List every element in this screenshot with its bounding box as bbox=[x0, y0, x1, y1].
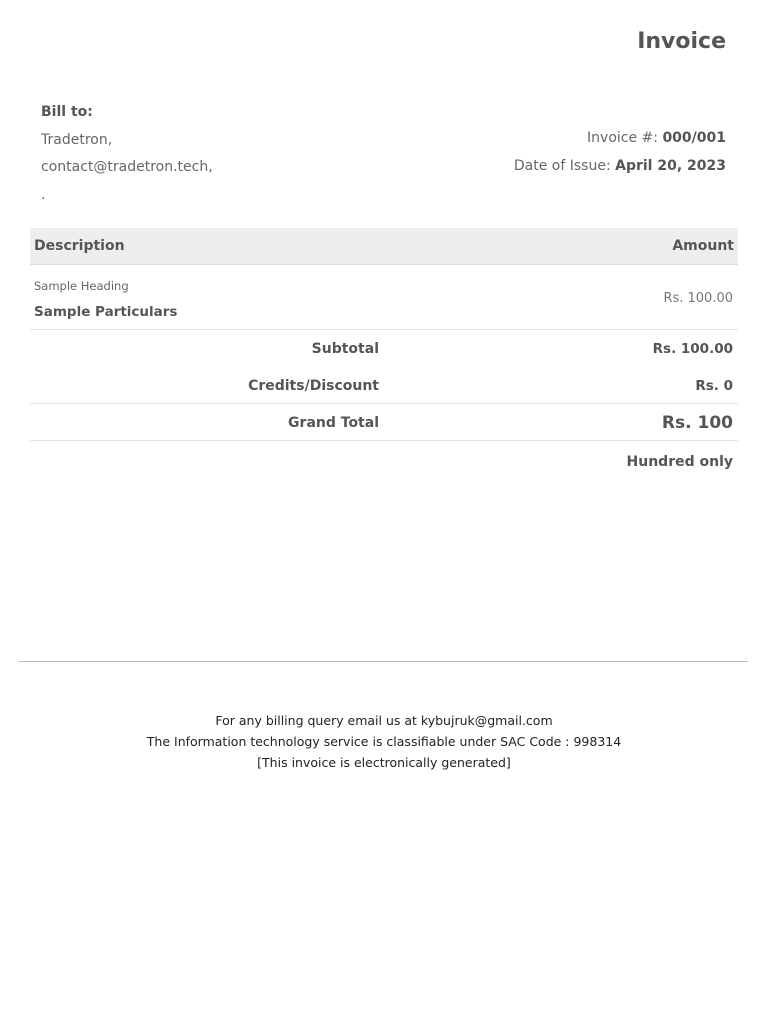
table-row bbox=[30, 265, 738, 330]
bill-to-name: Tradetron, bbox=[41, 131, 113, 148]
grand-total-value: Rs. 100 bbox=[661, 413, 733, 433]
footer-divider bbox=[19, 661, 748, 662]
grand-total-row bbox=[30, 404, 738, 441]
bill-to-email: contact@tradetron.tech, bbox=[41, 159, 213, 175]
subtotal-value: Rs. 100.00 bbox=[652, 341, 733, 357]
invoice-number-label: Invoice #: bbox=[587, 130, 663, 146]
item-particulars: Sample Particulars bbox=[34, 304, 178, 320]
column-header-description: Description bbox=[34, 238, 125, 254]
item-amount: Rs. 100.00 bbox=[663, 291, 733, 306]
invoice-number-line bbox=[514, 124, 726, 152]
column-header-amount: Amount bbox=[672, 238, 734, 254]
issue-date-line bbox=[514, 152, 726, 180]
footer bbox=[0, 710, 768, 773]
item-heading: Sample Heading bbox=[34, 279, 129, 293]
bill-to-block bbox=[41, 99, 213, 209]
subtotal-label: Subtotal bbox=[311, 341, 379, 357]
amount-in-words-row bbox=[30, 441, 738, 481]
issue-date-label: Date of Issue: bbox=[513, 158, 616, 174]
footer-billing-query: For any billing query email us at kybujruk@gmail.com bbox=[215, 713, 553, 728]
invoice-meta bbox=[514, 124, 726, 180]
table-header bbox=[30, 228, 738, 265]
issue-date: April 20, 2023 bbox=[615, 158, 726, 174]
invoice-table bbox=[30, 228, 738, 481]
invoice-number: 000/001 bbox=[662, 130, 726, 146]
discount-label: Credits/Discount bbox=[248, 378, 379, 394]
footer-sac-code: The Information technology service is classifiable under SAC Code : 998314 bbox=[146, 734, 622, 749]
grand-total-label: Grand Total bbox=[288, 415, 379, 431]
subtotal-row bbox=[30, 330, 738, 367]
discount-value: Rs. 0 bbox=[695, 378, 733, 394]
amount-in-words: Hundred only bbox=[626, 454, 733, 470]
invoice-title: Invoice bbox=[637, 29, 726, 54]
bill-to-extra: . bbox=[41, 186, 46, 203]
bill-to-label: Bill to: bbox=[41, 104, 93, 120]
discount-row bbox=[30, 367, 738, 404]
footer-generated-note: [This invoice is electronically generated] bbox=[257, 755, 511, 770]
